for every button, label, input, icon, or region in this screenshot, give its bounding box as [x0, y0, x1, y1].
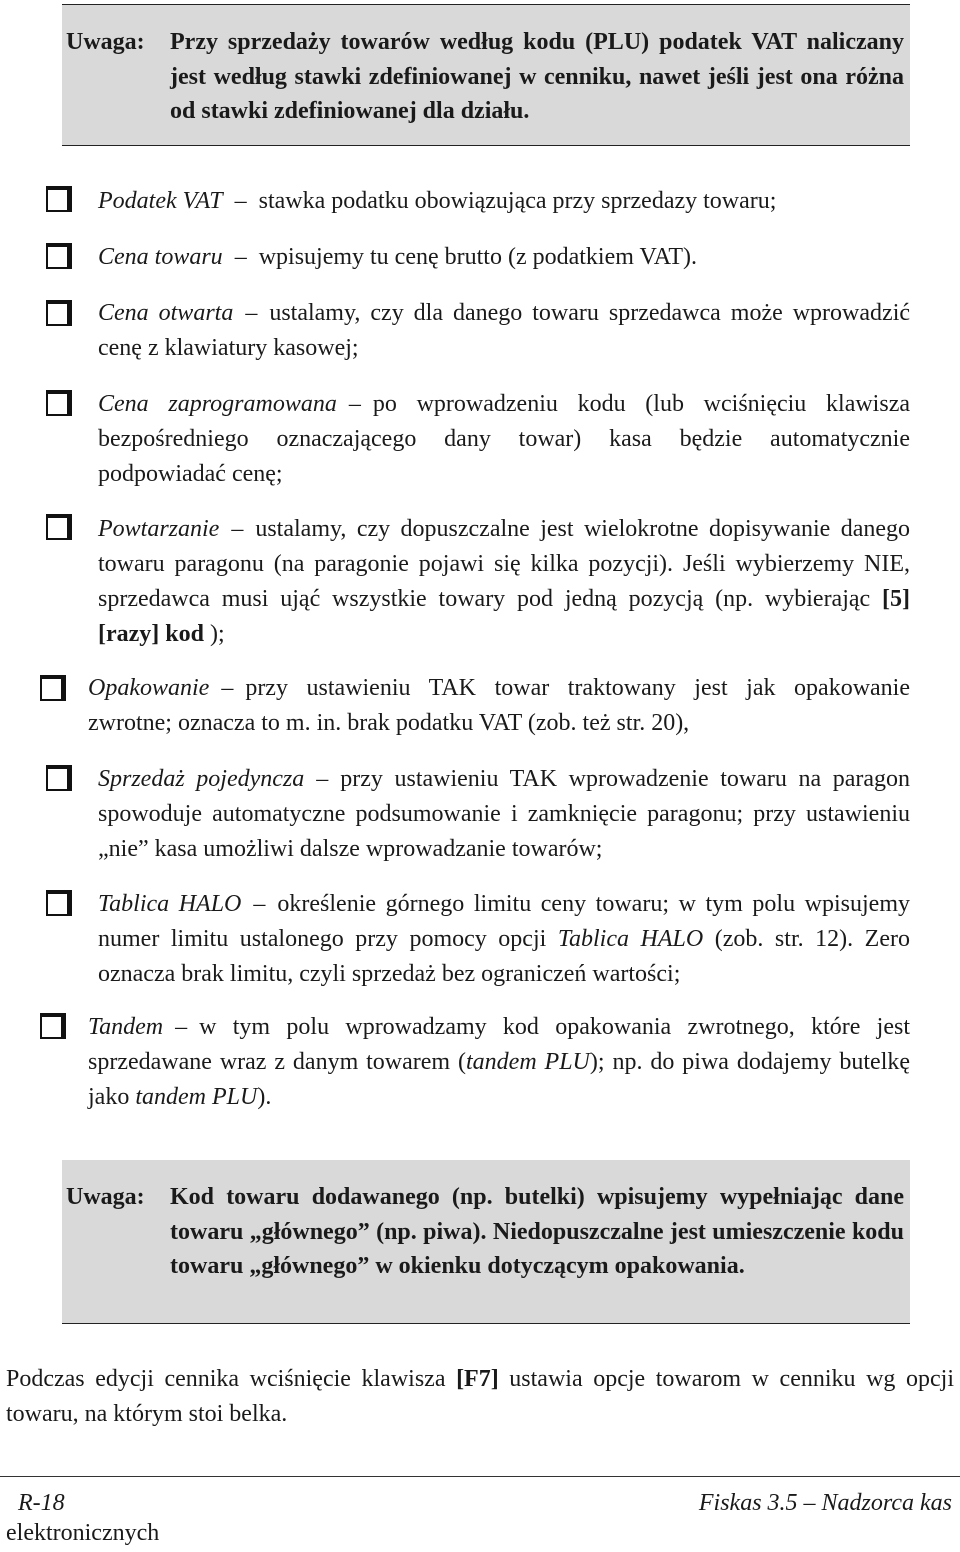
checkbox-icon: [46, 390, 72, 416]
item-term: Tablica HALO: [98, 891, 242, 917]
note-text: Kod towaru dodawanego (np. butelki) wpisujemy wypełniając dane towaru „głównego” (np. piwa). Niedopuszczalne jest umieszczenie kodu towaru „głównego” w okienku dotyczącym opakowania.: [170, 1184, 904, 1279]
item-text-tail: (zob. str. 12). Zero oznacza brak limitu, czyli sprzedaż bez ograniczeń wartości;: [98, 926, 910, 987]
checkbox-icon: [40, 675, 66, 701]
item-dash: –: [234, 188, 247, 214]
item-dash: –: [245, 300, 258, 326]
checkbox-icon: [46, 186, 72, 212]
item-text: określenie górnego limitu ceny towaru; w tym polu wpisujemy numer limitu ustalonego przy pomocy opcji: [98, 891, 911, 952]
key-f7: [F7]: [456, 1366, 499, 1392]
item-text: ustalamy, czy dopuszczalne jest wielokrotne dopisywanie danego towaru paragonu (na paragonie pojawi się kilka pozycji). Jeśli wybierzemy NIE, sprzedawca musi ująć wszystkie towary pod jedną pozycją (np. wybierając: [98, 516, 910, 612]
note-box-top: [62, 4, 910, 146]
item-text: przy ustawieniu TAK wprowadzenie towaru na paragon spowoduje automatyczne podsumowanie i zamknięcie paragonu; przy ustawieniu „nie” kasa umożliwi dalsze wprowadzanie towarów;: [98, 766, 911, 862]
item-text: ustalamy, czy dla danego towaru sprzedawca może wprowadzić cenę z klawiatury kasowej;: [98, 300, 911, 361]
item-dash: –: [253, 891, 266, 917]
paragraph-text: Podczas edycji cennika wciśnięcie klawisza: [6, 1366, 457, 1392]
paragraph-text-tail: ustawia opcje towarom w cenniku wg opcji towaru, na którym stoi belka.: [6, 1366, 954, 1427]
item-dash: –: [231, 516, 244, 542]
note-label: Uwaga:: [66, 1184, 145, 1210]
key-5: [5]: [882, 586, 910, 612]
item-term: Tandem: [88, 1014, 164, 1040]
item-text: po wprowadzeniu kodu (lub wciśnięciu klawisza bezpośredniego oznaczającego dany towar) kasa będzie automatycznie podpowiadać cenę;: [98, 391, 910, 487]
footer-title-continued: elektronicznych: [6, 1520, 160, 1546]
key-razy: [razy]: [98, 621, 160, 647]
item-term: Podatek VAT: [98, 188, 223, 214]
item-dash: –: [348, 391, 361, 417]
checkbox-icon: [46, 514, 72, 540]
footer-divider: [0, 1476, 960, 1477]
checkbox-icon: [46, 765, 72, 791]
item-ref: tandem PLU: [135, 1084, 258, 1110]
item-term: Powtarzanie: [98, 516, 220, 542]
note-text: Przy sprzedaży towarów według kodu (PLU) podatek VAT naliczany jest według stawki zdefiniowanej w cenniku, nawet jeśli jest ona różna od stawki zdefiniowanej dla działu.: [170, 29, 904, 124]
item-text-mid: ); np. do piwa dodajemy butelkę jako: [88, 1049, 911, 1110]
list-item-tandem: [88, 1010, 910, 1115]
item-dash: –: [175, 1014, 188, 1040]
item-dash: –: [234, 244, 247, 270]
item-term: Cena otwarta: [98, 300, 234, 326]
list-item-vat: [98, 184, 910, 219]
checkbox-icon: [46, 243, 72, 269]
checkbox-icon: [40, 1013, 66, 1039]
item-dash: –: [221, 675, 234, 701]
item-dash: –: [316, 766, 329, 792]
key-kod: kod: [165, 621, 204, 647]
page-number: R-18: [18, 1490, 65, 1516]
item-text-tail: );: [204, 621, 225, 647]
list-item-open-price: [98, 296, 910, 366]
item-text: przy ustawieniu TAK towar traktowany jest jak opakowanie zwrotne; oznacza to m. in. brak podatku VAT (zob. też str. 20),: [88, 675, 910, 736]
item-text: wpisujemy tu cenę brutto (z podatkiem VAT).: [258, 244, 698, 270]
item-text: stawka podatku obowiązująca przy sprzedazy towaru;: [258, 188, 777, 214]
item-text: w tym polu wprowadzamy kod opakowania zwrotnego, które jest sprzedawane wraz z danym towarem (: [88, 1014, 910, 1075]
item-term: Opakowanie: [88, 675, 210, 701]
checkbox-icon: [46, 890, 72, 916]
note-label: Uwaga:: [66, 29, 145, 55]
list-item-packaging: [88, 671, 910, 741]
list-item-price: [98, 240, 910, 275]
list-item-repeat: [98, 512, 910, 652]
item-ref: tandem PLU: [466, 1049, 590, 1075]
item-term: Cena zaprogramowana: [98, 391, 337, 417]
f7-paragraph: [6, 1362, 954, 1432]
list-item-halo-table: [98, 887, 910, 992]
checkbox-icon: [46, 300, 72, 326]
item-term: Cena towaru: [98, 244, 223, 270]
item-ref: Tablica HALO: [557, 926, 704, 952]
list-item-single-sale: [98, 762, 910, 867]
item-term: Sprzedaż pojedyncza: [98, 766, 305, 792]
item-text-tail: ).: [257, 1084, 272, 1110]
footer-title: Fiskas 3.5 – Nadzorca kas: [698, 1490, 952, 1516]
list-item-programmed-price: [98, 387, 910, 492]
note-box-bottom: [62, 1160, 910, 1324]
